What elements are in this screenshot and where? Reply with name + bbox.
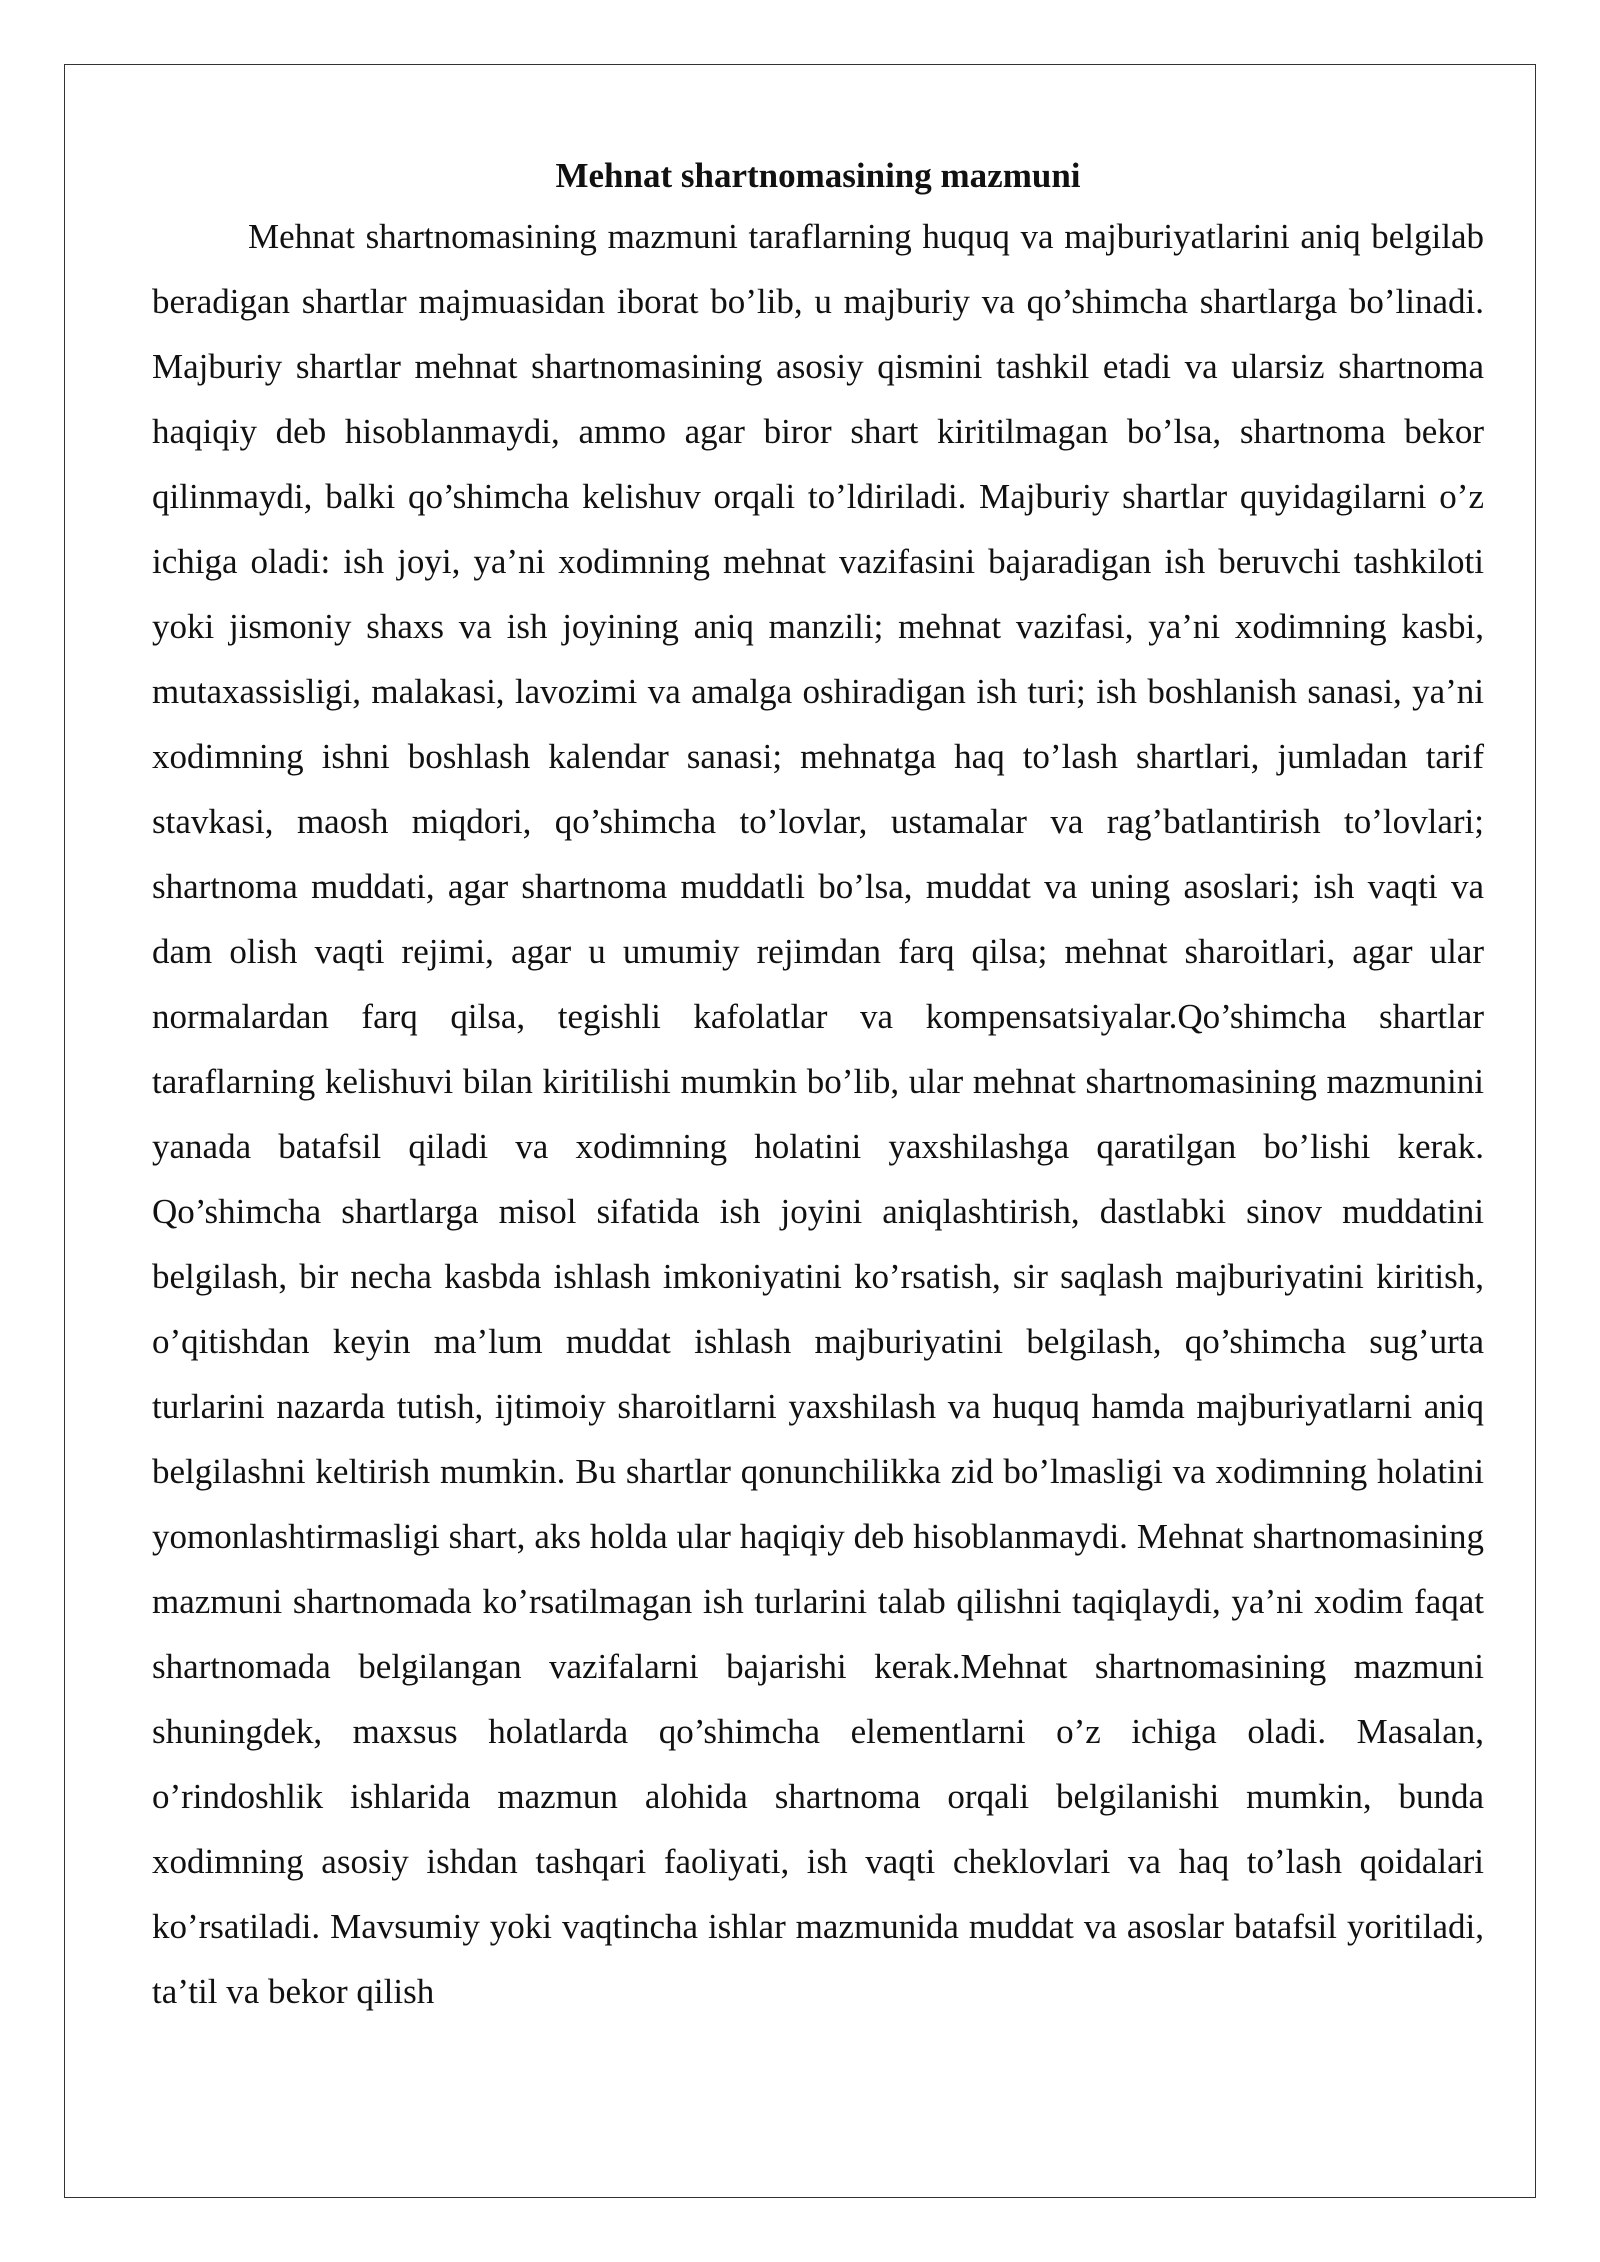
document-body-paragraph: Mehnat shartnomasining mazmuni taraflarning huquq va majburiyatlarini aniq belgilab beradigan shartlar majmuasidan iborat bo’lib, u majburiy va qo’shimcha shartlarga bo’linadi. Majburiy shartlar mehnat shartnomasining asosiy qismini tashkil etadi va ularsiz shartnoma haqiqiy deb hisoblanmaydi, ammo agar biror shart kiritilmagan bo’lsa, shartnoma bekor qilinmaydi, balki qo’shimcha kelishuv orqali to’ldiriladi. Majburiy shartlar quyidagilarni o’z ichiga oladi: ish joyi, ya’ni xodimning mehnat vazifasini bajaradigan ish beruvchi tashkiloti yoki jismoniy shaxs va ish joyining aniq manzili; mehnat vazifasi, ya’ni xodimning kasbi, mutaxassisligi, malakasi, lavozimi va amalga oshiradigan ish turi; ish boshlanish sanasi, ya’ni xodimning ishni boshlash kalendar sanasi; mehnatga haq to’lash shartlari, jumladan tarif stavkasi, maosh miqdori, qo’shimcha to’lovlar, ustamalar va rag’batlantirish to’lovlari; shartnoma muddati, agar shartnoma muddatli bo’lsa, muddat va uning asoslari; ish vaqti va dam olish vaqti rejimi, agar u umumiy rejimdan farq qilsa; mehnat sharoitlari, agar ular normalardan farq qilsa, tegishli kafolatlar va kompensatsiyalar.Qo’shimcha shartlar taraflarning kelishuvi bilan kiritilishi mumkin bo’lib, ular mehnat shartnomasining mazmunini yanada batafsil qiladi va xodimning holatini yaxshilashga qaratilgan bo’lishi kerak. Qo’shimcha shartlarga misol sifatida ish joyini aniqlashtirish, dastlabki sinov muddatini belgilash, bir necha kasbda ishlash imkoniyatini ko’rsatish, sir saqlash majburiyatini kiritish, o’qitishdan keyin ma’lum muddat ishlash majburiyatini belgilash, qo’shimcha sug’urta turlarini nazarda tutish, ijtimoiy sharoitlarni yaxshilash va huquq hamda majburiyatlarni aniq belgilashni keltirish mumkin. Bu shartlar qonunchilikka zid bo’lmasligi va xodimning holatini yomonlashtirmasligi shart, aks holda ular haqiqiy deb hisoblanmaydi. Mehnat shartnomasining mazmuni shartnomada ko’rsatilmagan ish turlarini talab qilishni taqiqlaydi, ya’ni xodim faqat shartnomada belgilangan vazifalarni bajarishi kerak.Mehnat shartnomasining mazmuni shuningdek, maxsus holatlarda qo’shimcha elementlarni o’z ichiga oladi. Masalan, o’rindoshlik ishlarida mazmun alohida shartnoma orqali belgilanishi mumkin, bunda xodimning asosiy ishdan tashqari faoliyati, ish vaqti cheklovlari va haq to’lash qoidalari ko’rsatiladi. Mavsumiy yoki vaqtincha ishlar mazmunida muddat va asoslar batafsil yoritiladi, ta’til va bekor qilish [152,217,1484,2011]
document-content [152,148,1484,2024]
document-title: Mehnat shartnomasining mazmuni [555,156,1081,195]
